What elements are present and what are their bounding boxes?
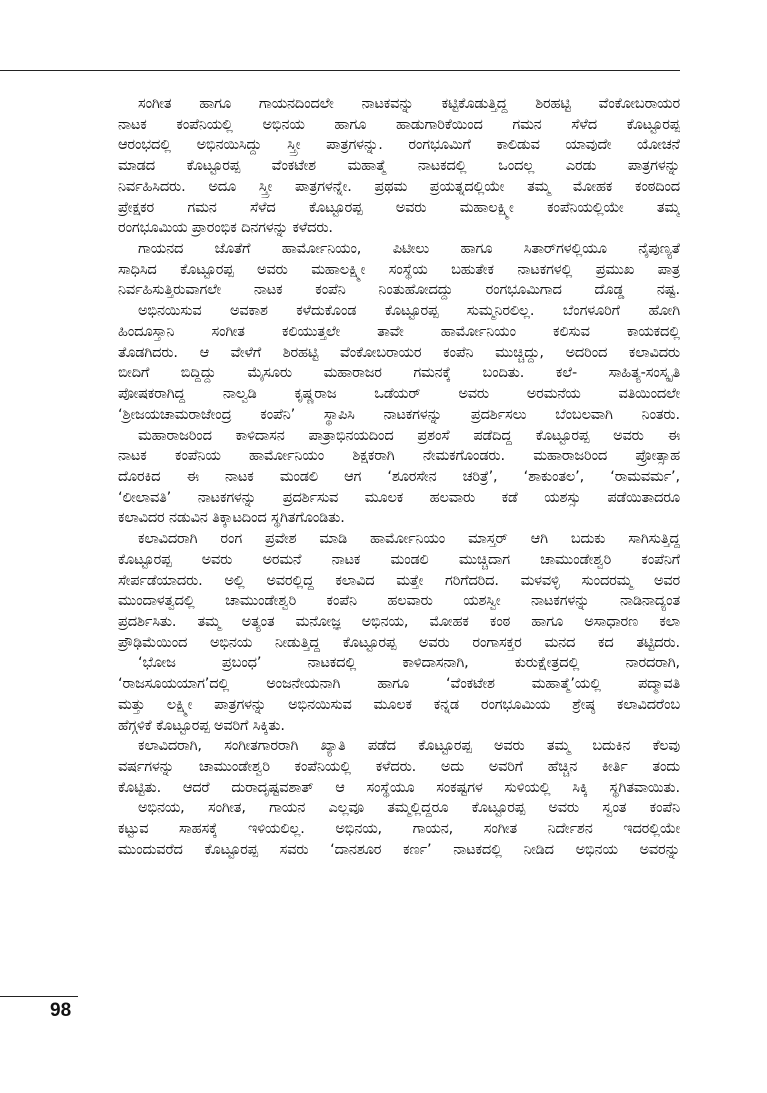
text-line: ‘ಭೋಜ ಪ್ರಬಂಧ’ ನಾಟಕದಲ್ಲಿ ಕಾಳಿದಾಸನಾಗಿ, ಕುರುಕ್ಷೇತ್ರದಲ್ಲಿ ನಾರದರಾಗಿ, bbox=[138, 655, 680, 672]
text-line: ‘ಲೀಲಾವತಿ’ ನಾಟಕಗಳನ್ನು ಪ್ರದರ್ಶಿಸುವ ಮೂಲಕ ಹಲವಾರು ಕಡೆ ಯಶಸ್ಸು ಪಡೆಯಿತಾದರೂ bbox=[118, 489, 680, 506]
text-line: ಬೀದಿಗೆ ಬಿದ್ದಿದ್ದು ಮೈಸೂರು ಮಹಾರಾಜರ ಗಮನಕ್ಕೆ ಬಂದಿತು. ಕಲೆ- ಸಾಹಿತ್ಯ-ಸಂಸ್ಕೃತಿ bbox=[118, 365, 680, 382]
text-line: ಮಾಡದ ಕೊಟ್ಟೂರಪ್ಪ ವೆಂಕಟೇಶ ಮಹಾತ್ಮೆ ನಾಟಕದಲ್ಲಿ ಒಂದಲ್ಲ ಎರಡು ಪಾತ್ರಗಳನ್ನು bbox=[118, 158, 680, 175]
text-line: ಪ್ರದರ್ಶಿಸಿತು. ತಮ್ಮ ಅತ್ಯಂತ ಮನೋಜ್ಞ ಅಭಿನಯ, ಮೋಹಕ ಕಂಠ ಹಾಗೂ ಅಸಾಧಾರಣ ಕಲಾ bbox=[118, 613, 680, 630]
footer-rule bbox=[0, 996, 78, 997]
text-line: ಅಭಿನಯಿಸುವ ಅವಕಾಶ ಕಳೆದುಕೊಂಡ ಕೊಟ್ಟೂರಪ್ಪ ಸುಮ್ಮನಿರಲಿಲ್ಲ. ಬೆಂಗಳೂರಿಗೆ ಹೋಗಿ bbox=[138, 303, 680, 320]
text-line: ಕಲಾವಿದರ ನಡುವಿನ ತಿಕ್ಕಾಟದಿಂದ ಸ್ಥಗಿತಗೊಂಡಿತು. bbox=[118, 510, 345, 527]
text-line: ಪ್ರೌಢಿಮೆಯಿಂದ ಅಭಿನಯ ನೀಡುತ್ತಿದ್ದ ಕೊಟ್ಟೂರಪ್ಪ ಅವರು ರಂಗಾಸಕ್ತರ ಮನದ ಕದ ತಟ್ಟಿದರು. bbox=[118, 634, 680, 651]
text-line: ಕಲಾವಿದರಾಗಿ ರಂಗ ಪ್ರವೇಶ ಮಾಡಿ ಹಾರ್ಮೋನಿಯಂ ಮಾಸ್ತರ್ ಆಗಿ ಬದುಕು ಸಾಗಿಸುತ್ತಿದ್ದ bbox=[138, 531, 680, 548]
text-line: ಮುಂದುವರೆದ ಕೊಟ್ಟೂರಪ್ಪ ಸವರು ‘ದಾನಶೂರ ಕರ್ಣ’ ನಾಟಕದಲ್ಲಿ ನೀಡಿದ ಅಭಿನಯ ಅವರನ್ನು bbox=[118, 841, 680, 858]
text-line: ನಿರ್ವಹಿಸುತ್ತಿರುವಾಗಲೇ ನಾಟಕ ಕಂಪೆನಿ ನಿಂತುಹೋದದ್ದು ರಂಗಭೂಮಿಗಾದ ದೊಡ್ಡ ನಷ್ಟ. bbox=[118, 282, 680, 299]
text-line: ಕೊಟ್ಟೂರಪ್ಪ ಅವರು ಅರಮನೆ ನಾಟಕ ಮಂಡಲಿ ಮುಚ್ಚಿದಾಗ ಚಾಮುಂಡೇಶ್ವರಿ ಕಂಪೆನಿಗೆ bbox=[118, 551, 680, 568]
text-line: ‘ಶ್ರೀಜಯಚಾಮರಾಜೇಂದ್ರ ಕಂಪೆನಿ’ ಸ್ಥಾಪಿಸಿ ನಾಟಕಗಳನ್ನು ಪ್ರದರ್ಶಿಸಲು ಬೆಂಬಲವಾಗಿ ನಿಂತರು. bbox=[118, 406, 680, 423]
text-line: ಅಭಿನಯ, ಸಂಗೀತ, ಗಾಯನ ಎಲ್ಲವೂ ತಮ್ಮಲ್ಲಿದ್ದರೂ ಕೊಟ್ಟೂರಪ್ಪ ಅವರು ಸ್ವಂತ ಕಂಪೆನಿ bbox=[138, 800, 680, 817]
text-line: ರಂಗಭೂಮಿಯ ಪ್ರಾರಂಭಿಕ ದಿನಗಳನ್ನು ಕಳೆದರು. bbox=[118, 220, 333, 237]
text-line: ನಿರ್ವಹಿಸಿದರು. ಅದೂ ಸ್ತ್ರೀ ಪಾತ್ರಗಳನ್ನೇ. ಪ್ರಥಮ ಪ್ರಯತ್ನದಲ್ಲಿಯೇ ತಮ್ಮ ಮೋಹಕ ಕಂಠದಿಂದ bbox=[118, 178, 680, 195]
text-line: ವರ್ಷಗಳನ್ನು ಚಾಮುಂಡೇಶ್ವರಿ ಕಂಪೆನಿಯಲ್ಲಿ ಕಳೆದರು. ಅದು ಅವರಿಗೆ ಹೆಚ್ಚಿನ ಕೀರ್ತಿ ತಂದು bbox=[118, 759, 680, 775]
header-rule bbox=[0, 70, 680, 71]
text-line: ಸಾಧಿಸಿದ ಕೊಟ್ಟೂರಪ್ಪ ಅವರು ಮಹಾಲಕ್ಷ್ಮೀ ಸಂಸ್ಥೆಯ ಬಹುತೇಕ ನಾಟಕಗಳಲ್ಲಿ ಪ್ರಮುಖ ಪಾತ್ರ bbox=[118, 261, 680, 278]
text-line: ನಾಟಕ ಕಂಪೆನಿಯ ಹಾರ್ಮೋನಿಯಂ ಶಿಕ್ಷಕರಾಗಿ ನೇಮಕಗೊಂಡರು. ಮಹಾರಾಜರಿಂದ ಪ್ರೋತ್ಸಾಹ bbox=[118, 448, 680, 465]
text-line: ನಾಟಕ ಕಂಪೆನಿಯಲ್ಲಿ ಅಭಿನಯ ಹಾಗೂ ಹಾಡುಗಾರಿಕೆಯಿಂದ ಗಮನ ಸೆಳೆದ ಕೊಟ್ಟೂರಪ್ಪ bbox=[118, 116, 680, 133]
text-line: ಹೆಗ್ಗಳಿಕೆ ಕೊಟ್ಟೂರಪ್ಪ ಅವರಿಗೆ ಸಿಕ್ಕಿತು. bbox=[118, 717, 285, 734]
text-line: ಮುಂದಾಳತ್ವದಲ್ಲಿ ಚಾಮುಂಡೇಶ್ವರಿ ಕಂಪೆನಿ ಹಲವಾರು ಯಶಸ್ವೀ ನಾಟಕಗಳನ್ನು ನಾಡಿನಾದ್ಯಂತ bbox=[118, 593, 680, 610]
text-line: ಹಿಂದೂಸ್ತಾನಿ ಸಂಗೀತ ಕಲಿಯುತ್ತಲೇ ತಾವೇ ಹಾರ್ಮೋನಿಯಂ ಕಲಿಸುವ ಕಾಯಕದಲ್ಲಿ bbox=[118, 323, 680, 340]
text-line: ಕಲಾವಿದರಾಗಿ, ಸಂಗೀತಗಾರರಾಗಿ ಖ್ಯಾತಿ ಪಡೆದ ಕೊಟ್ಟೂರಪ್ಪ ಅವರು ತಮ್ಮ ಬದುಕಿನ ಕೆಲವು bbox=[138, 738, 680, 755]
text-line: ಪೋಷಕರಾಗಿದ್ದ ನಾಲ್ವಡಿ ಕೃಷ್ಣರಾಜ ಒಡೆಯರ್ ಅವರು ಅರಮನೆಯ ವತಿಯಿಂದಲೇ bbox=[118, 386, 680, 403]
text-line: ಮಹಾರಾಜರಿಂದ ಕಾಳಿದಾಸನ ಪಾತ್ರಾಭಿನಯದಿಂದ ಪ್ರಶಂಸೆ ಪಡೆದಿದ್ದ ಕೊಟ್ಟೂರಪ್ಪ ಅವರು ಈ bbox=[138, 427, 680, 444]
page-number: 98 bbox=[50, 1000, 72, 1021]
text-line: ಸಂಗೀತ ಹಾಗೂ ಗಾಯನದಿಂದಲೇ ನಾಟಕವನ್ನು ಕಟ್ಟಿಕೊಡುತ್ತಿದ್ದ ಶಿರಹಟ್ಟಿ ವೆಂಕೋಬರಾಯರ bbox=[138, 96, 680, 112]
text-line: ಮತ್ತು ಲಕ್ಷ್ಮೀ ಪಾತ್ರಗಳನ್ನು ಅಭಿನಯಿಸುವ ಮೂಲಕ ಕನ್ನಡ ರಂಗಭೂಮಿಯ ಶ್ರೇಷ್ಠ ಕಲಾವಿದರೆಂಬ bbox=[118, 696, 680, 713]
text-line: ಸೇರ್ಪಡೆಯಾದರು. ಅಲ್ಲಿ ಅವರಲ್ಲಿದ್ದ ಕಲಾವಿದ ಮತ್ತೇ ಗರಿಗೆದರಿದ. ಮಳವಳ್ಳಿ ಸುಂದರಮ್ಮ ಅವರ bbox=[118, 572, 680, 589]
text-line: ಪ್ರೇಕ್ಷಕರ ಗಮನ ಸೆಳೆದ ಕೊಟ್ಟೂರಪ್ಪ ಅವರು ಮಹಾಲಕ್ಷ್ಮೀ ಕಂಪೆನಿಯಲ್ಲಿಯೇ ತಮ್ಮ bbox=[118, 199, 680, 216]
text-line: ಕೊಟ್ಟಿತು. ಆದರೆ ದುರಾದೃಷ್ಟವಶಾತ್ ಆ ಸಂಸ್ಥೆಯೂ ಸಂಕಷ್ಟಗಳ ಸುಳಿಯಲ್ಲಿ ಸಿಕ್ಕಿ ಸ್ಥಗಿತವಾಯಿತು. bbox=[118, 779, 680, 796]
text-line: ‘ರಾಜಸೂಯಯಾಗ’ದಲ್ಲಿ ಅಂಜನೇಯನಾಗಿ ಹಾಗೂ ‘ವೆಂಕಟೇಶ ಮಹಾತ್ಮೆ’ಯಲ್ಲಿ ಪದ್ಮಾವತಿ bbox=[118, 676, 680, 693]
text-line: ಆರಂಭದಲ್ಲಿ ಅಭಿನಯಿಸಿದ್ದು ಸ್ತ್ರೀ ಪಾತ್ರಗಳನ್ನು. ರಂಗಭೂಮಿಗೆ ಕಾಲಿಡುವ ಯಾವುದೇ ಯೋಚನೆ bbox=[118, 137, 680, 154]
text-line: ಗಾಯನದ ಜೊತೆಗೆ ಹಾರ್ಮೋನಿಯಂ, ಪಿಟೀಲು ಹಾಗೂ ಸಿತಾರ್‌ಗಳಲ್ಲಿಯೂ ನೈಪುಣ್ಯತೆ bbox=[138, 241, 680, 258]
text-line: ದೊರಕಿದ ಈ ನಾಟಕ ಮಂಡಲಿ ಆಗ ‘ಶೂರಸೇನ ಚರಿತ್ರೆ’, ‘ಶಾಕುಂತಲ’, ‘ರಾಮವರ್ಮ’, bbox=[118, 468, 680, 485]
page-body-text bbox=[118, 94, 680, 994]
text-line: ಕಟ್ಟುವ ಸಾಹಸಕ್ಕೆ ಇಳಿಯಲಿಲ್ಲ. ಅಭಿನಯ, ಗಾಯನ, ಸಂಗೀತ ನಿರ್ದೇಶನ ಇದರಲ್ಲಿಯೇ bbox=[118, 821, 680, 838]
text-line: ತೊಡಗಿದರು. ಆ ವೇಳೆಗೆ ಶಿರಹಟ್ಟಿ ವೆಂಕೋಬರಾಯರ ಕಂಪೆನಿ ಮುಚ್ಚಿದ್ದು, ಅದರಿಂದ ಕಲಾವಿದರು bbox=[118, 344, 680, 361]
